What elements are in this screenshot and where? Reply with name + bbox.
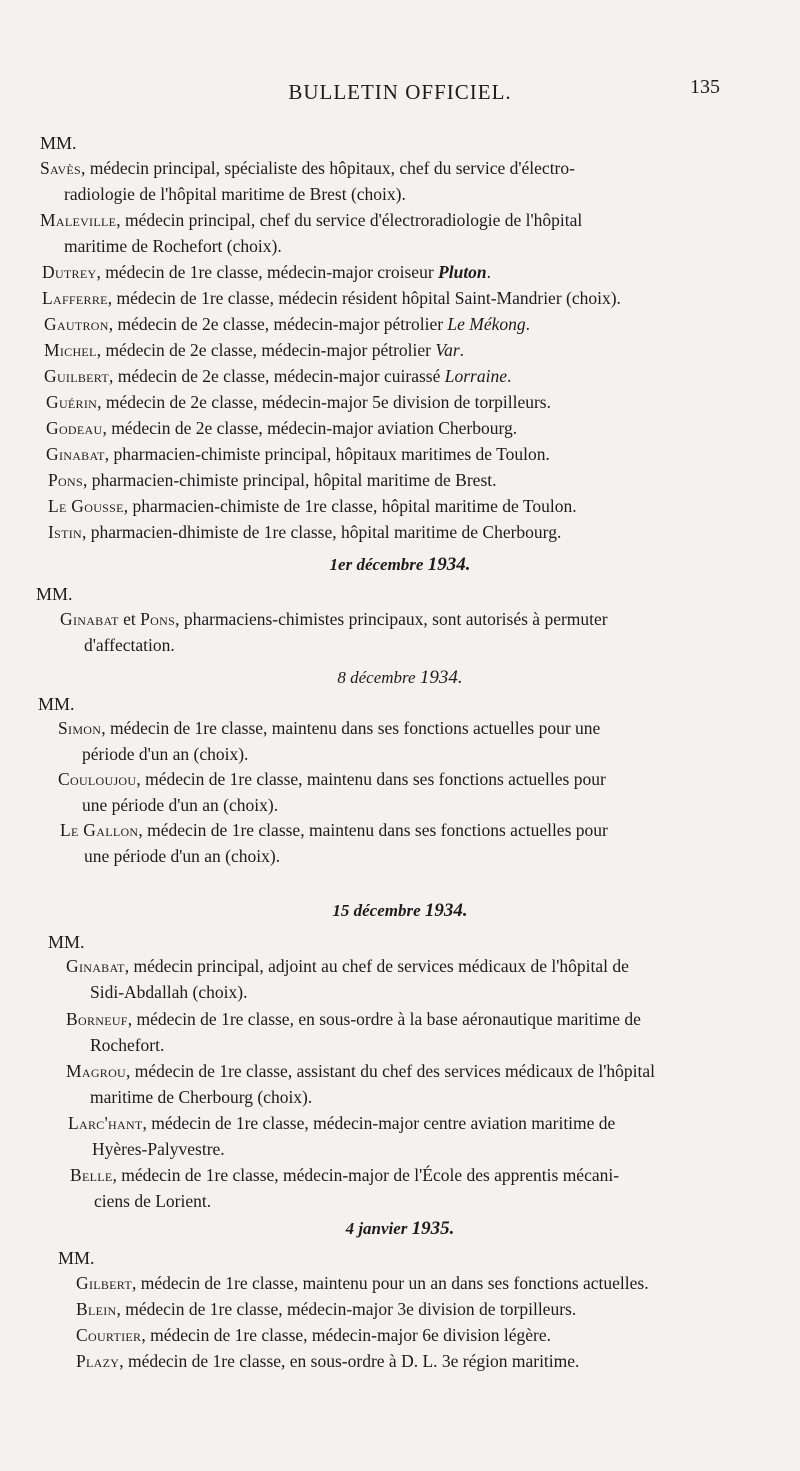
officer-name: Maleville bbox=[40, 210, 117, 230]
entry-text: , pharmacien-chimiste principal, hôpital maritime de Brest. bbox=[82, 470, 497, 490]
entry-text: , pharmaciens-chimistes principaux, sont autorisés à permuter bbox=[175, 609, 608, 629]
entry-text: , médecin principal, chef du service d'électroradiologie de l'hôpital bbox=[116, 210, 583, 230]
entry-text: , médecin de 1re classe, médecin-major de l'École des apprentis mécani- bbox=[112, 1165, 620, 1185]
page-number: 135 bbox=[690, 76, 720, 98]
appointment-entry bbox=[46, 389, 551, 415]
entry-text: , médecin de 1re classe, médecin-major croiseur bbox=[96, 262, 439, 282]
entry-text: , médecin de 1re classe, médecin-major 6e division légère. bbox=[141, 1325, 551, 1345]
entry-text: , médecin de 1re classe, médecin-major centre aviation maritime de bbox=[142, 1113, 616, 1133]
date-day: 1er décembre bbox=[329, 555, 424, 574]
entry-continuation: maritime de Cherbourg (choix). bbox=[90, 1087, 313, 1107]
appointment-entry bbox=[58, 766, 606, 818]
entry-text: , médecin principal, adjoint au chef de services médicaux de l'hôpital de bbox=[124, 956, 629, 976]
appointment-entry bbox=[48, 493, 577, 519]
entry-text: , médecin de 2e classe, médecin-major pétrolier bbox=[96, 340, 436, 360]
officer-name: Guilbert bbox=[44, 366, 109, 386]
officer-name: Couloujou bbox=[58, 769, 137, 789]
officer-name: Pons bbox=[48, 470, 83, 490]
officer-name: Larc'hant bbox=[68, 1113, 143, 1133]
officer-name: Blein bbox=[76, 1299, 117, 1319]
bulletin-title: BULLETIN OFFICIEL. bbox=[288, 80, 512, 104]
section-date bbox=[0, 667, 800, 689]
appointment-entry bbox=[44, 363, 511, 389]
officer-name: Le Gousse bbox=[48, 496, 124, 516]
date-day: 8 décembre bbox=[337, 668, 416, 687]
punctuation: . bbox=[506, 366, 512, 386]
entry-text: , médecin de 2e classe, médecin-major cuirassé bbox=[108, 366, 445, 386]
appointment-entry bbox=[76, 1270, 649, 1296]
entry-text: et bbox=[118, 609, 141, 629]
officer-name: Courtier bbox=[76, 1325, 142, 1345]
entry-text: , médecin de 1re classe, assistant du chef des services médicaux de l'hôpital bbox=[126, 1061, 655, 1081]
appointment-entry bbox=[44, 311, 530, 337]
entry-text: , pharmacien-chimiste de 1re classe, hôpital maritime de Toulon. bbox=[123, 496, 577, 516]
entry-continuation: d'affectation. bbox=[84, 635, 175, 655]
punctuation: . bbox=[525, 314, 531, 334]
date-day: 15 décembre bbox=[332, 901, 421, 920]
officer-name: Simon bbox=[58, 718, 102, 738]
officer-name: Plazy bbox=[76, 1351, 120, 1371]
appointment-entry bbox=[46, 441, 550, 467]
section-date bbox=[0, 900, 800, 922]
appointment-entry bbox=[76, 1296, 576, 1322]
officer-name: Guérin bbox=[46, 392, 98, 412]
salutation: MM. bbox=[36, 584, 73, 604]
officer-name: Ginabat bbox=[60, 609, 119, 629]
officer-name: Dutrey bbox=[42, 262, 97, 282]
officer-name: Godeau bbox=[46, 418, 103, 438]
entry-continuation: une période d'un an (choix). bbox=[84, 846, 281, 866]
date-year: 1934. bbox=[427, 554, 471, 575]
entry-continuation: Sidi-Abdallah (choix). bbox=[90, 982, 248, 1002]
appointment-entry bbox=[60, 817, 608, 869]
entry-text: , médecin de 2e classe, médecin-major aviation Cherbourg. bbox=[102, 418, 518, 438]
appointment-entry bbox=[42, 259, 491, 285]
officer-name: Pons bbox=[140, 609, 176, 629]
officer-name: Lafferre bbox=[42, 288, 108, 308]
appointment-entry bbox=[46, 415, 517, 441]
entry-continuation: maritime de Rochefort (choix). bbox=[64, 236, 282, 256]
officer-name: Magrou bbox=[66, 1061, 127, 1081]
appointment-entry bbox=[60, 606, 608, 658]
appointment-entry bbox=[76, 1322, 551, 1348]
appointment-entry bbox=[66, 1006, 641, 1058]
appointment-entry bbox=[76, 1348, 579, 1374]
entry-continuation: radiologie de l'hôpital maritime de Brest (choix). bbox=[64, 184, 406, 204]
appointment-entry bbox=[42, 285, 621, 311]
appointment-entry bbox=[48, 467, 497, 493]
entry-text: , médecin de 1re classe, en sous-ordre à D. L. 3e région maritime. bbox=[119, 1351, 580, 1371]
officer-name: Belle bbox=[70, 1165, 113, 1185]
ship-name: Var bbox=[435, 340, 460, 360]
officer-name: Le Gallon bbox=[60, 820, 139, 840]
entry-text: , médecin de 1re classe, médecin-major 3e division de torpilleurs. bbox=[116, 1299, 577, 1319]
entry-continuation: Hyères-Palyvestre. bbox=[92, 1139, 225, 1159]
appointment-entry bbox=[66, 1058, 655, 1110]
date-year: 1935. bbox=[411, 1218, 455, 1239]
entry-text: , médecin de 2e classe, médecin-major pétrolier bbox=[108, 314, 448, 334]
entry-text: , médecin de 1re classe, maintenu dans ses fonctions actuelles pour bbox=[138, 820, 608, 840]
officer-name: Gilbert bbox=[76, 1273, 133, 1293]
officer-name: Savès bbox=[40, 158, 82, 178]
entry-text: , médecin de 1re classe, maintenu dans ses fonctions actuelles pour une bbox=[101, 718, 601, 738]
punctuation: . bbox=[486, 262, 492, 282]
appointment-entry bbox=[68, 1110, 615, 1162]
appointment-entry bbox=[40, 155, 575, 207]
date-year: 1934. bbox=[424, 900, 468, 921]
appointment-entry bbox=[44, 337, 464, 363]
salutation: MM. bbox=[48, 932, 85, 952]
appointment-entry bbox=[66, 953, 629, 1005]
entry-text: , médecin de 1re classe, maintenu pour un an dans ses fonctions actuelles. bbox=[132, 1273, 649, 1293]
entry-continuation: Rochefort. bbox=[90, 1035, 165, 1055]
ship-name: Lorraine bbox=[444, 366, 507, 386]
section-date bbox=[0, 1218, 800, 1240]
salutation: MM. bbox=[58, 1248, 95, 1268]
entry-text: , pharmacien-dhimiste de 1re classe, hôpital maritime de Cherbourg. bbox=[82, 522, 562, 542]
officer-name: Gautron bbox=[44, 314, 109, 334]
salutation: MM. bbox=[38, 694, 75, 714]
officer-name: Michel bbox=[44, 340, 97, 360]
section-date bbox=[0, 554, 800, 576]
entry-text: , médecin de 1re classe, maintenu dans ses fonctions actuelles pour bbox=[136, 769, 606, 789]
entry-text: , pharmacien-chimiste principal, hôpitaux maritimes de Toulon. bbox=[104, 444, 550, 464]
officer-name: Ginabat bbox=[66, 956, 125, 976]
entry-continuation: période d'un an (choix). bbox=[82, 744, 249, 764]
appointment-entry bbox=[70, 1162, 619, 1214]
appointment-entry bbox=[58, 715, 600, 767]
ship-name: Pluton bbox=[438, 262, 487, 282]
entry-continuation: ciens de Lorient. bbox=[94, 1191, 212, 1211]
officer-name: Borneuf bbox=[66, 1009, 128, 1029]
entry-text: , médecin de 1re classe, médecin résident hôpital Saint-Mandrier (choix). bbox=[107, 288, 621, 308]
entry-text: , médecin de 1re classe, en sous-ordre à la base aéronautique maritime de bbox=[127, 1009, 641, 1029]
date-year: 1934. bbox=[419, 667, 463, 688]
punctuation: . bbox=[459, 340, 465, 360]
entry-text: , médecin de 2e classe, médecin-major 5e division de torpilleurs. bbox=[97, 392, 551, 412]
entry-text: , médecin principal, spécialiste des hôpitaux, chef du service d'électro- bbox=[81, 158, 575, 178]
officer-name: Istin bbox=[48, 522, 82, 542]
officer-name: Ginabat bbox=[46, 444, 105, 464]
entry-continuation: une période d'un an (choix). bbox=[82, 795, 279, 815]
salutation: MM. bbox=[40, 133, 77, 153]
ship-name: Le Mékong bbox=[447, 314, 526, 334]
appointment-entry bbox=[40, 207, 582, 259]
appointment-entry bbox=[48, 519, 561, 545]
date-day: 4 janvier bbox=[345, 1219, 408, 1238]
